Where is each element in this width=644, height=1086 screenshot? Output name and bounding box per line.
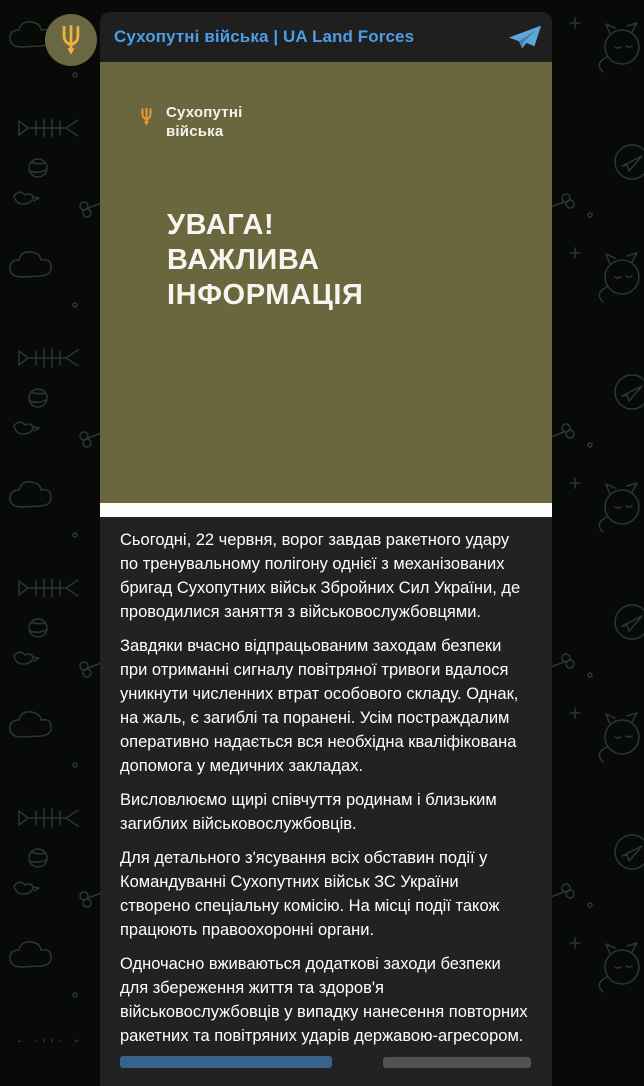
message-bubble xyxy=(100,517,552,1086)
message-footer-clipped xyxy=(120,1056,531,1068)
channel-header[interactable] xyxy=(100,12,552,62)
message-paragraph: Завдяки вчасно відпрацьованим заходам безпеки при отриманні сигналу повітряної тривоги вдалося уникнути численних втрат особового складу. Однак, на жаль, є загиблі та поранені. Усім постраждалим оперативно надається вся необхідна кваліфікована допомога у медичних закладах. xyxy=(120,637,519,775)
message-paragraph: Висловлюємо щирі співчуття родинам і близьким загиблих військовослужбовців. xyxy=(120,791,497,833)
message-paragraph: Одночасно вживаються додаткові заходи безпеки для збереження життя та здоров'я військовослужбовців у випадку нанесення повторних ракетних та повітряних ударів державою-агресором. xyxy=(120,955,528,1045)
heading-line-1: УВАГА! xyxy=(167,209,275,241)
clipped-message-meta xyxy=(383,1057,531,1068)
image-footer-strip xyxy=(100,503,552,517)
logo-line-2: війська xyxy=(166,123,224,140)
message-paragraph: Сьогодні, 22 червня, ворог завдав ракетного удару по тренувальному полігону однієї з механізованих бригад Сухопутних військ Збройних Сил України, де проводилися заняття з військовослужбовцями. xyxy=(120,531,521,621)
logo-text xyxy=(166,103,242,141)
telegram-post-card xyxy=(100,12,552,1086)
clipped-link-text[interactable] xyxy=(120,1056,332,1068)
heading-line-3: ІНФОРМАЦІЯ xyxy=(167,279,364,311)
heading-line-2: ВАЖЛИВА xyxy=(167,244,320,276)
land-forces-logo xyxy=(139,103,242,141)
channel-title[interactable]: Сухопутні війська | UA Land Forces xyxy=(114,27,415,46)
image-heading xyxy=(167,208,363,313)
logo-line-1: Сухопутні xyxy=(166,104,243,121)
channel-avatar[interactable] xyxy=(45,14,97,66)
trident-icon xyxy=(139,106,154,127)
trident-icon xyxy=(58,23,84,57)
paper-plane-icon xyxy=(508,24,542,50)
post-image[interactable] xyxy=(100,62,552,503)
message-paragraph: Для детального з'ясування всіх обставин події у Командуванні Сухопутних військ ЗС України створено спеціальну комісію. На місці події також працюють правоохоронні органи. xyxy=(120,849,500,939)
telegram-plane-button[interactable] xyxy=(507,23,543,51)
